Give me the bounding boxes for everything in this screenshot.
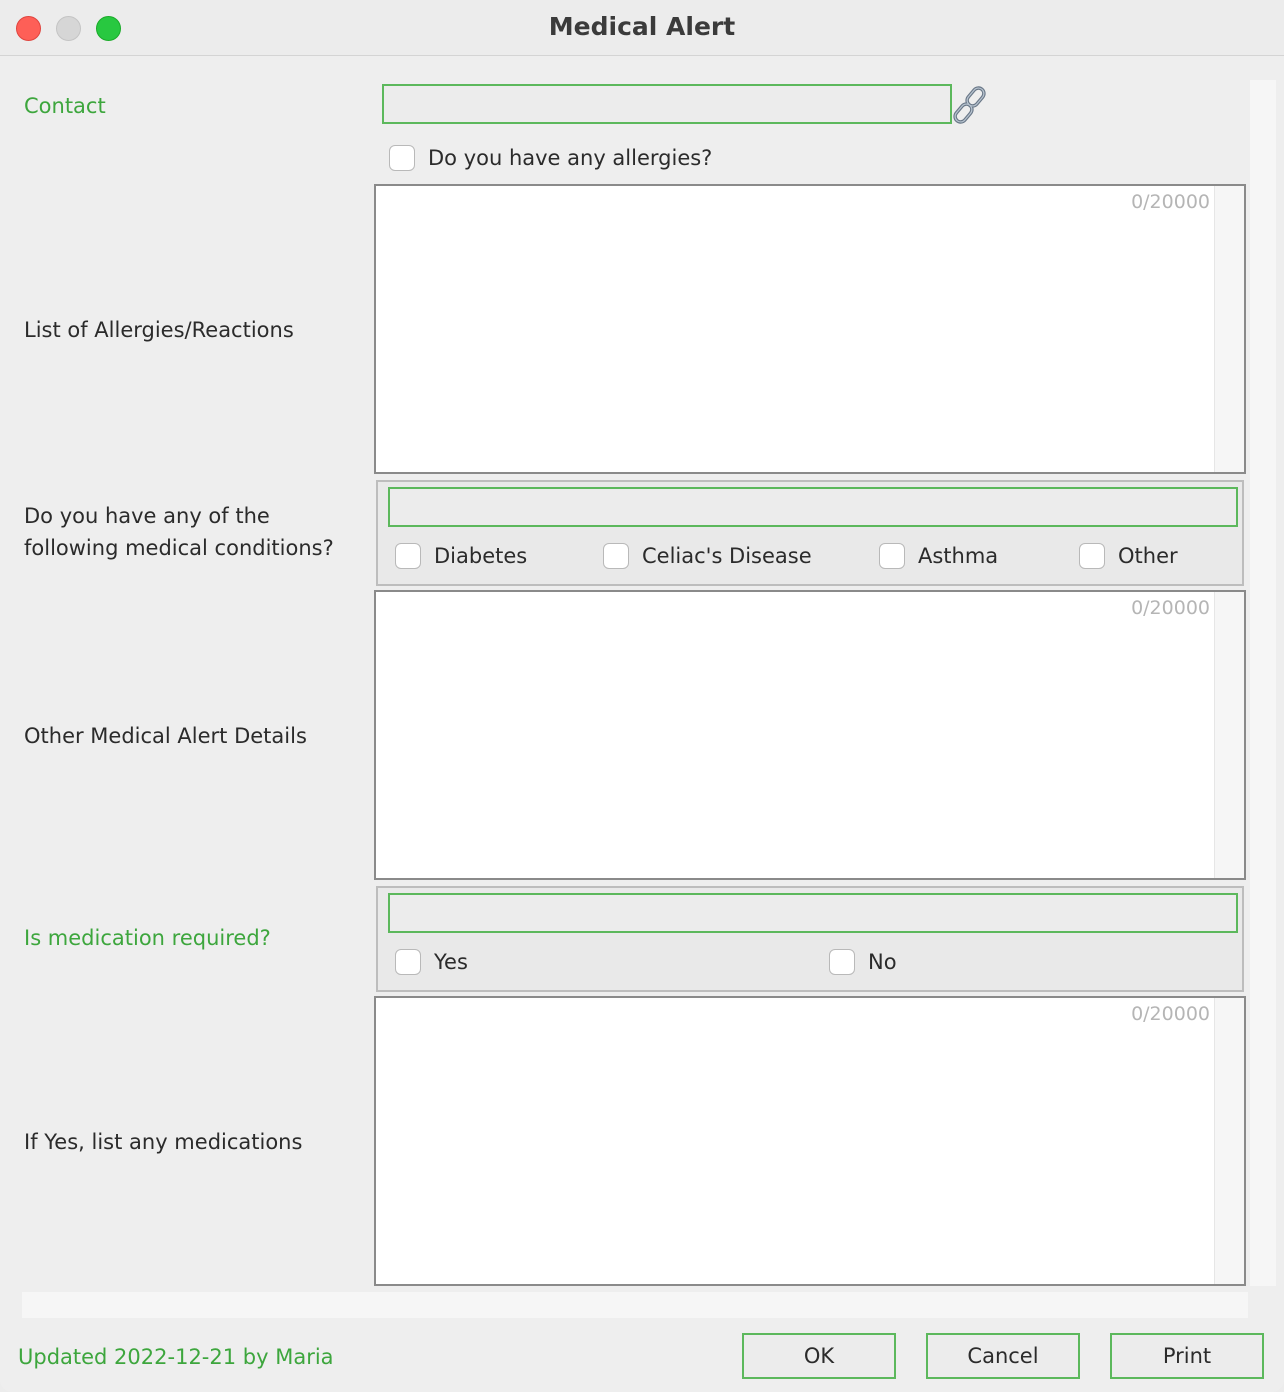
character-counter: 0/20000 <box>1131 191 1210 213</box>
celiac-label[interactable]: Celiac's Disease <box>642 544 812 568</box>
textarea-scrollbar[interactable] <box>1214 186 1244 472</box>
asthma-label[interactable]: Asthma <box>918 544 999 568</box>
medication-group <box>376 886 1244 992</box>
form-vertical-scrollbar[interactable] <box>1250 80 1276 1286</box>
other-details-textarea[interactable] <box>374 590 1246 880</box>
cancel-button[interactable]: Cancel <box>926 1333 1080 1379</box>
character-counter: 0/20000 <box>1131 597 1210 619</box>
allergies-list-label: List of Allergies/Reactions <box>24 318 294 342</box>
allergies-checkbox[interactable] <box>389 145 415 171</box>
conditions-field[interactable] <box>388 487 1238 527</box>
textarea-scrollbar[interactable] <box>1214 592 1244 878</box>
medication-no-checkbox[interactable] <box>829 949 855 975</box>
medication-yes-checkbox[interactable] <box>395 949 421 975</box>
title-bar <box>0 0 1284 56</box>
print-button[interactable]: Print <box>1110 1333 1264 1379</box>
conditions-label: Do you have any of the following medical conditions? <box>24 504 334 560</box>
medications-textarea[interactable] <box>374 996 1246 1286</box>
form-horizontal-scrollbar[interactable] <box>22 1292 1248 1318</box>
medication-no-label[interactable]: No <box>868 950 897 974</box>
diabetes-label[interactable]: Diabetes <box>434 544 528 568</box>
textarea-scrollbar[interactable] <box>1214 998 1244 1284</box>
ok-button[interactable]: OK <box>742 1333 896 1379</box>
link-icon[interactable] <box>950 83 994 127</box>
celiac-checkbox[interactable] <box>603 543 629 569</box>
updated-status-text: Updated 2022-12-21 by Maria <box>18 1345 334 1369</box>
other-details-label: Other Medical Alert Details <box>24 724 307 748</box>
other-condition-checkbox[interactable] <box>1079 543 1105 569</box>
medication-field[interactable] <box>388 893 1238 933</box>
contact-label: Contact <box>24 94 106 118</box>
medication-yes-label[interactable]: Yes <box>434 950 468 974</box>
asthma-checkbox[interactable] <box>879 543 905 569</box>
allergies-textarea[interactable] <box>374 184 1246 474</box>
contact-field[interactable] <box>382 84 952 124</box>
window-title: Medical Alert <box>548 12 736 41</box>
other-condition-label[interactable]: Other <box>1118 544 1178 568</box>
diabetes-checkbox[interactable] <box>395 543 421 569</box>
medication-label: Is medication required? <box>24 926 271 950</box>
character-counter: 0/20000 <box>1131 1003 1210 1025</box>
allergies-checkbox-label[interactable]: Do you have any allergies? <box>428 146 713 170</box>
medications-list-label: If Yes, list any medications <box>24 1130 303 1154</box>
